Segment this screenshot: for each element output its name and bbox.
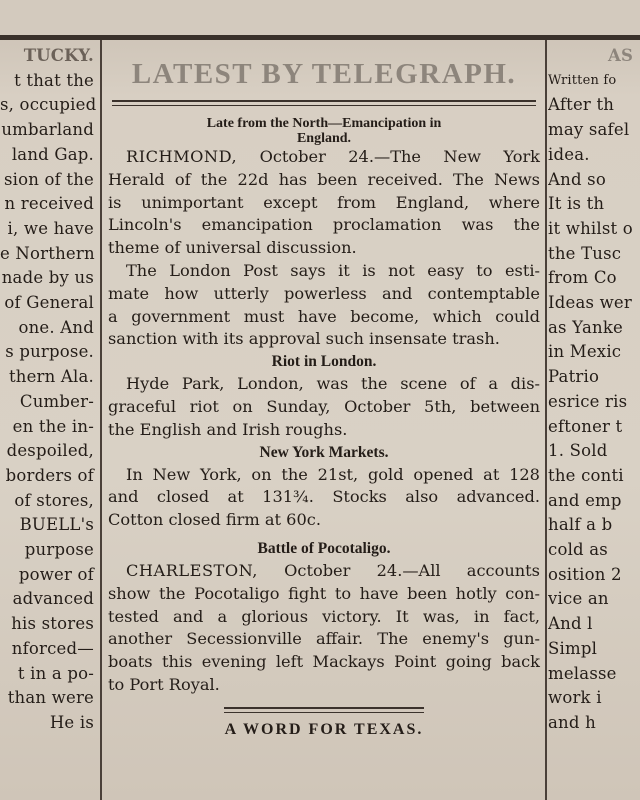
column-line: i, we have — [7, 218, 94, 238]
column-line: s, occupied — [0, 95, 97, 115]
center-column — [104, 44, 544, 739]
column-line: 1. Sold — [548, 441, 608, 461]
para-line: boats this evening left Mackays Point going back — [108, 652, 540, 672]
column-line: from Co — [548, 268, 617, 288]
para-line: theme of universal discussion. — [108, 238, 357, 258]
column-line: despoiled, — [6, 441, 94, 461]
para-text: October 24.—All accounts — [284, 560, 540, 580]
heading-markets: New York Markets. — [259, 443, 389, 461]
column-line: of stores, — [14, 490, 94, 510]
dateline: RICHMOND, — [126, 147, 238, 166]
column-line: melasse — [548, 663, 617, 683]
column-line: umbarland — [1, 120, 94, 140]
column-line: work i — [548, 688, 602, 708]
dateline: CHARLESTON, — [126, 560, 258, 580]
column-line: n received — [4, 194, 94, 214]
para-line — [108, 146, 540, 169]
masthead: LATEST BY TELEGRAPH. — [131, 58, 517, 90]
para-line: another Secessionville affair. The enemy's gun- — [108, 629, 540, 649]
para-line: and closed at 131¾. Stocks also advanced. — [108, 487, 540, 507]
para-line: is unimportant except from England, where — [108, 192, 540, 212]
para-text: October 24.—The New York — [259, 147, 540, 166]
column-line: Ideas wer — [548, 293, 632, 313]
column-line: land Gap. — [11, 144, 94, 164]
column-line: in Mexic — [548, 342, 622, 362]
paragraph-markets — [104, 464, 544, 532]
column-line: AS — [608, 46, 634, 65]
column-line: may safel — [548, 120, 630, 140]
column-line: and emp — [548, 490, 622, 510]
column-line: esrice ris — [548, 391, 628, 411]
column-line: Cumber- — [19, 391, 94, 411]
column-line: purpose — [24, 540, 94, 560]
heading-word-for-texas: A WORD FOR TEXAS. — [224, 720, 424, 738]
para-line: the English and Irish roughs. — [108, 419, 348, 439]
column-line: it whilst o — [548, 218, 633, 238]
para-line — [108, 560, 540, 583]
paragraph-battle — [104, 560, 544, 697]
column-line: Simpl — [548, 638, 598, 658]
column-line: nforced— — [11, 638, 94, 658]
column-line: half a b — [548, 515, 613, 535]
column-line: power of — [18, 564, 94, 584]
column-line: borders of — [5, 465, 94, 485]
column-line: t that the — [14, 70, 94, 90]
column-line: osition 2 — [548, 564, 622, 584]
para-line: Cotton closed firm at 60c. — [108, 510, 321, 530]
para-line: to Port Royal. — [108, 674, 220, 694]
para-line: Hyde Park, London, was the scene of a dis- — [126, 374, 540, 394]
para-line: show the Pocotaligo fight to have been hotly con- — [108, 583, 540, 603]
para-line: Herald of the 22d has been received. The News — [108, 169, 540, 189]
column-line: Patrio — [548, 367, 600, 387]
column-line: s purpose. — [5, 342, 94, 362]
column-rule-right — [545, 40, 547, 800]
top-rule — [0, 35, 640, 40]
para-line: sanction with its approval such insensate trash. — [108, 329, 500, 349]
article-subhead — [104, 116, 544, 146]
column-rule-left — [100, 40, 102, 800]
para-line: In New York, on the 21st, gold opened at 128 — [126, 464, 540, 484]
para-line: The London Post says it is not easy to esti- — [126, 260, 540, 280]
paragraph-richmond — [104, 146, 544, 260]
column-line: nade by us — [1, 268, 94, 288]
column-line: sion of the — [3, 169, 94, 189]
subhead-line: England. — [296, 131, 352, 146]
column-line: And l — [548, 614, 593, 634]
masthead-rule — [112, 100, 536, 106]
paragraph-riot — [104, 373, 544, 441]
column-line: vice an — [548, 589, 609, 609]
column-line: e Northern — [0, 243, 95, 263]
column-line: It is th — [548, 194, 605, 214]
column-line: of General — [4, 293, 94, 313]
column-line: t in a po- — [17, 663, 94, 683]
column-line: Written fo — [548, 72, 617, 88]
column-line: his stores — [11, 614, 94, 634]
column-line: as Yanke — [548, 317, 623, 337]
column-line: advanced — [12, 589, 94, 609]
column-line: BUELL's — [19, 515, 94, 535]
top-margin — [0, 0, 640, 36]
column-line: cold as — [548, 540, 608, 560]
subhead-line: Late from the North—Emancipation in — [206, 116, 442, 131]
heading-riot: Riot in London. — [271, 353, 377, 371]
column-line: the conti — [548, 465, 624, 485]
column-line: than were — [7, 688, 94, 708]
column-line: one. And — [18, 317, 94, 337]
para-line: a government must have become, which could — [108, 306, 540, 326]
para-line: mate how utterly powerless and contemptable — [108, 283, 540, 303]
column-line: After th — [548, 95, 615, 115]
para-line: graceful riot on Sunday, October 5th, between — [108, 396, 540, 416]
column-line: He is — [49, 712, 94, 732]
column-line: thern Ala. — [8, 367, 94, 387]
column-line: en the in- — [12, 416, 94, 436]
para-line: Lincoln's emancipation proclamation was the — [108, 215, 540, 235]
column-line: and h — [548, 712, 596, 732]
section-rule — [224, 707, 424, 713]
paragraph-london-post — [104, 260, 544, 351]
column-line: TUCKY. — [23, 46, 94, 65]
column-line: the Tusc — [548, 243, 622, 263]
column-line: idea. — [548, 144, 590, 164]
left-column — [0, 44, 97, 736]
column-line: And so — [548, 169, 606, 189]
column-line: eftoner t — [548, 416, 623, 436]
para-line: tested and a glorious victory. It was, in fact, — [108, 606, 540, 626]
right-column — [548, 44, 640, 736]
heading-battle: Battle of Pocotaligo. — [257, 539, 391, 557]
